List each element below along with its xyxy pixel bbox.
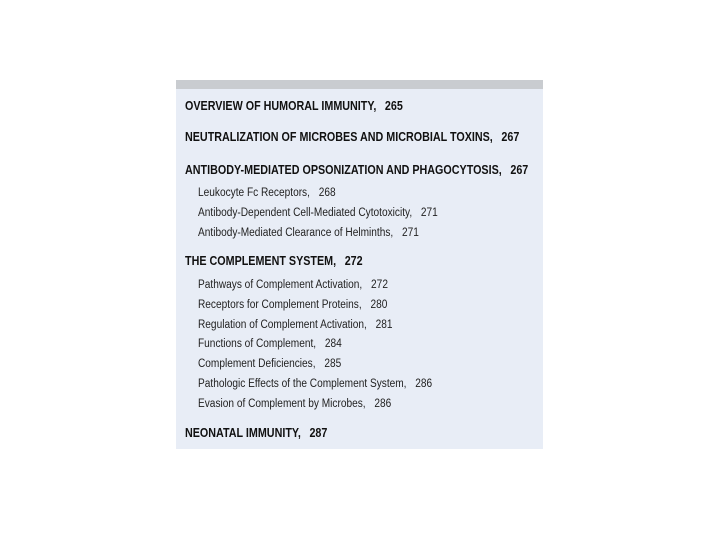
toc-entry-page: 268 — [318, 187, 336, 199]
toc-subsection-entry — [198, 280, 388, 292]
toc-section-entry — [185, 100, 403, 113]
toc-subsection-entry — [198, 320, 392, 332]
toc-entry-title: NEONATAL IMMUNITY, — [185, 426, 301, 440]
toc-entry-page: 286 — [374, 398, 392, 410]
toc-entry-title: ANTIBODY-MEDIATED OPSONIZATION AND PHAGOCYTOSIS, — [185, 163, 502, 177]
toc-section-entry — [185, 131, 519, 144]
toc-entry-title: Pathways of Complement Activation, — [198, 279, 363, 291]
toc-section-entry — [185, 164, 528, 177]
toc-entry-page: 286 — [415, 378, 433, 390]
toc-entry-title: NEUTRALIZATION OF MICROBES AND MICROBIAL TOXINS, — [185, 130, 493, 144]
toc-entry-page: 267 — [501, 130, 520, 144]
toc-entry-page: 271 — [420, 207, 438, 219]
toc-entry-title: Functions of Complement, — [198, 338, 317, 350]
toc-entry-page: 267 — [510, 163, 529, 177]
table-of-contents-panel — [176, 80, 543, 449]
toc-subsection-entry — [198, 339, 342, 351]
toc-entry-title: OVERVIEW OF HUMORAL IMMUNITY, — [185, 99, 377, 113]
toc-subsection-entry — [198, 359, 341, 371]
toc-entry-title: Complement Deficiencies, — [198, 358, 316, 370]
toc-subsection-entry — [198, 228, 419, 240]
toc-entry-title: Leukocyte Fc Receptors, — [198, 187, 310, 199]
toc-entry-page: 281 — [375, 319, 393, 331]
panel-top-bar — [176, 80, 543, 89]
toc-subsection-entry — [198, 300, 387, 312]
toc-entry-title: Evasion of Complement by Microbes, — [198, 398, 366, 410]
toc-entry-page: 272 — [371, 279, 388, 291]
toc-entry-page: 284 — [324, 338, 342, 350]
toc-entry-page: 280 — [370, 299, 388, 311]
toc-subsection-entry — [198, 208, 438, 220]
toc-entry-page: 285 — [324, 358, 342, 370]
toc-subsection-entry — [198, 188, 336, 200]
toc-entry-page: 287 — [309, 426, 328, 440]
toc-entry-title: Antibody-Mediated Clearance of Helminths, — [198, 227, 394, 239]
toc-entry-title: Regulation of Complement Activation, — [198, 319, 367, 331]
toc-entry-title: Antibody-Dependent Cell-Mediated Cytotoxicity, — [198, 207, 413, 219]
toc-entry-page: 265 — [384, 99, 403, 113]
toc-entry-title: THE COMPLEMENT SYSTEM, — [185, 254, 337, 268]
toc-subsection-entry — [198, 399, 391, 411]
toc-section-entry — [185, 255, 363, 268]
toc-entry-title: Receptors for Complement Proteins, — [198, 299, 362, 311]
toc-entry-page: 271 — [401, 227, 419, 239]
toc-subsection-entry — [198, 379, 432, 391]
toc-entry-title: Pathologic Effects of the Complement System, — [198, 378, 407, 390]
toc-entry-page: 272 — [344, 254, 363, 268]
toc-section-entry — [185, 427, 327, 440]
